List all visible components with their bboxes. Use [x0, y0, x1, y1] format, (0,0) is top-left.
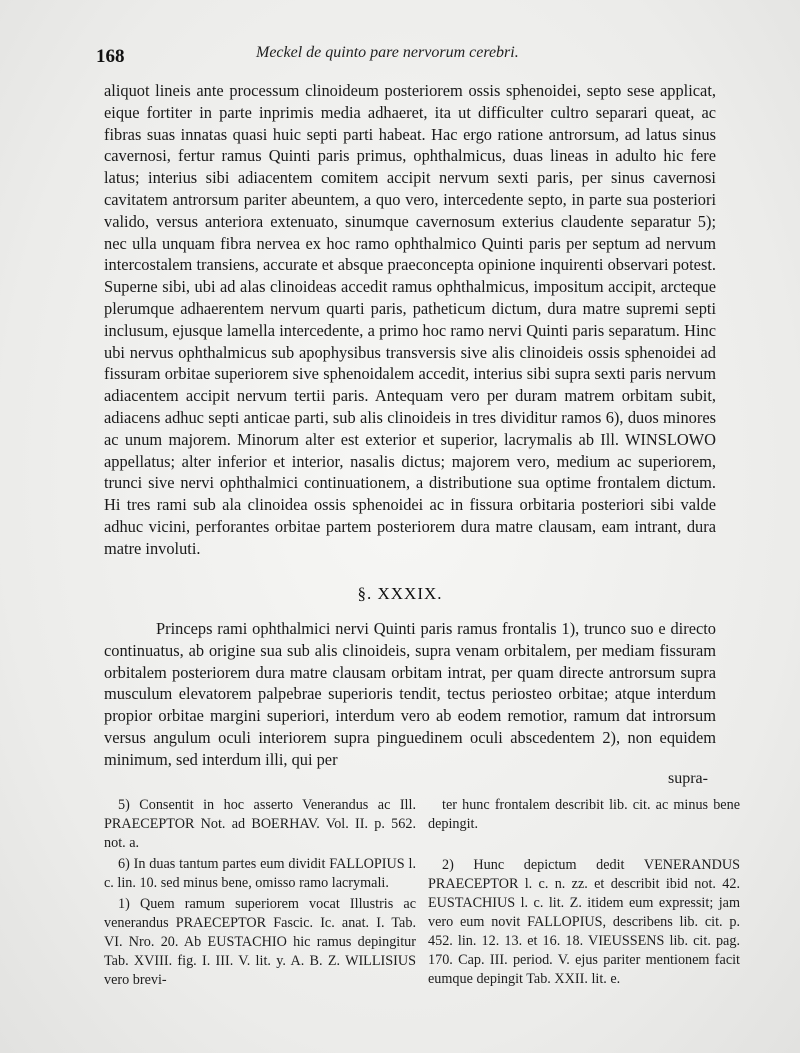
section-heading: §. XXXIX. [357, 584, 443, 603]
running-title: Meckel de quinto pare nervorum cerebri. [256, 44, 519, 61]
footnote-2: 2) Hunc depictum dedit VENERANDUS PRAECEPTOR l. c. n. zz. et describit ibid not. 42. EUSTACHIUS l. c. lit. Z. itidem eum expressit; jam vero eum novit FALLOPIUS, describens lib. cit. p. 452. lin. 12. 13. et 16. 18. VIEUSSENS lib. cit. pag. 170. Cap. III. period. V. ejus pariter mentionem facit eumque depingit Tab. XXII. lit. e. [428, 857, 740, 987]
footnote-6: 6) In duas tantum partes eum dividit FALLOPIUS l. c. lin. 10. sed minus bene, omisso ramo lacrymali. [104, 856, 416, 891]
footnotes-right-column [428, 796, 740, 991]
catchword: supra- [668, 770, 708, 787]
page-header [96, 38, 712, 68]
footnote-5: 5) Consentit in hoc asserto Venerandus ac Ill. PRAECEPTOR Not. ad BOERHAV. Vol. II. p. 562. not. a. [104, 797, 416, 851]
footnote-1: 1) Quem ramum superiorem vocat Illustris ac venerandus PRAECEPTOR Fascic. Ic. anat. I. Tab. VI. Nro. 20. Ab EUSTACHIO hic ramus depingitur Tab. XVIII. fig. I. III. V. lit. y. A. B. Z. WILLISIUS vero brevi- [104, 896, 416, 988]
footnote-1-continued: ter hunc frontalem describit lib. cit. ac minus bene depingit. [428, 797, 740, 832]
body-paragraph-1: aliquot lineis ante processum clinoideum posteriorem ossis sphenoidei, septo sese applicat, eique fortiter in parte inprimis media adhaeret, ita ut difficulter cultro separari queat, ac fibras suas innatas quasi huic septi parti habeat. Hac ergo ratione antrorsum, ad latus sinus cavernosi, fertur ramus Quinti paris primus, ophthalmicus, duas lineas in adulto hic fere latus; interius sibi adiacentem comitem accipit nervum sexti paris, per sinus cavernosi cavitatem antrorsum pariter abeuntem, a quo vero, intercedente septo, in parte sua posteriori valido, versus anteriora extenuato, sinumque cavernosum exterius claudente separatur 5); nec ulla unquam fibra nervea ex hoc ramo ophthalmico Quinti paris per septum ad nervum intercostalem transiens, accurate et absque praeconcepta opinione inquirenti observari potest. Superne sibi, ubi ad alas clinoideas accedit ramus ophthalmicus, impositum accipit, arcteque plerumque adhaerentem nervum quarti paris, patheticum dictum, dura matre supremi septi inclusum, ejusque lamella intercedente, a primo hoc ramo nervi Quinti paris separatum. Hinc ubi nervus ophthalmicus sub apophysibus transversis sive alis clinoideis ossis sphenoidei ad fissuram orbitae superiorem sive sphenoidalem accedit, interius sibi supra sexti paris nervum adiacentem accipit nervum tertii paris. Antequam vero per duram matrem orbitam subit, adiacens adhuc septi anticae parti, sub alis clinoideis in tres dividitur ramos 6), duos minores ac unum majorem. Minorum alter est exterior et superior, lacrymalis ab Ill. WINSLOWO appellatus; alter inferior et interior, nasalis dictus; majorem vero, medium ac superiorem, trunci sive nervi ophthalmici continuationem, a distributione sua optime frontalem dictum. Hi tres rami sub ala clinoidea ossis sphenoidei ac in fissura orbitaria posteriori sibi valde adhuc vicini, perforantes orbitae partem posteriorem dura matre clausam, eam intrant, dura matre involuti. [104, 81, 716, 558]
body-paragraph-2: Princeps rami ophthalmici nervi Quinti paris ramus frontalis 1), trunco suo e directo continuatus, ab origine sua sub alis clinoideis, supra venam orbitalem, per mediam fissuram orbitalem posteriorem dura matre clausam orbitam intrat, per quam directe antrorsum supra musculum elevatorem palpebrae superioris tendit, tectus periosteo orbitae; atque interdum propior orbitae margini superiori, interdum vero ab eodem remotior, ramum dat introrsum versus angulum oculi interiorem supra pinguedinem oculi abscedentem 2), non equidem minimum, sed interdum illi, qui per [104, 619, 716, 769]
page-number: 168 [96, 46, 125, 67]
footnotes-left-column [104, 796, 416, 992]
